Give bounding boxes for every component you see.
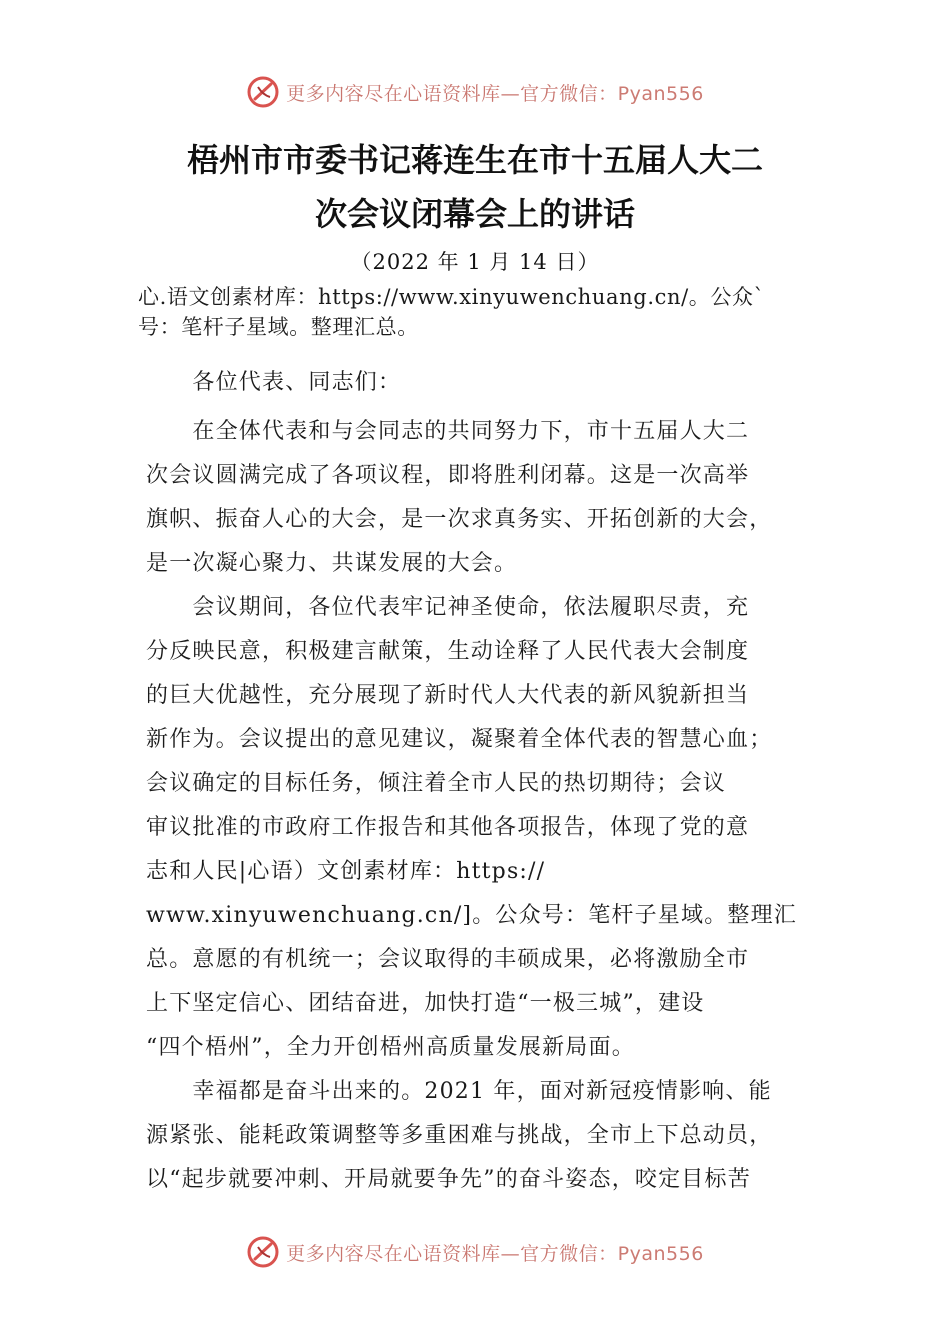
banner-text: 更多内容尽在心语资料库—官方微信：Pyan556	[286, 82, 704, 105]
bottom-banner	[0, 1232, 950, 1272]
page-title-line-2: 次会议闭幕会上的讲话	[314, 195, 635, 233]
body-line: 在全体代表和与会同志的共同努力下，市十五届人大二	[146, 419, 750, 444]
document-date: （2022 年 1 月 14 日）	[350, 250, 600, 274]
body-line: 上下坚定信心、团结奋进，加快打造“一极三城”，建设	[146, 991, 705, 1016]
body-line: 会议期间，各位代表牢记神圣使命，依法履职尽责，充	[146, 595, 750, 620]
source-line-1: 心.语文创素材库：https://www.xinyuwenchuang.cn/。公众`	[138, 285, 765, 309]
body-line: 旗帜、振奋人心的大会，是一次求真务实、开拓创新的大会，	[146, 507, 773, 532]
body-line: 以“起步就要冲刺、开局就要争先”的奋斗姿态，咬定目标苦	[146, 1167, 751, 1192]
body-line: www.xinyuwenchuang.cn/]。公众号：笔杆子星域。整理汇	[146, 903, 798, 928]
body-line: 总。意愿的有机统一；会议取得的丰硕成果，必将激励全市	[146, 947, 750, 972]
source-line-2: 号：笔杆子星域。整理汇总。	[138, 315, 419, 339]
body-line: 次会议圆满完成了各项议程，即将胜利闭幕。这是一次高举	[146, 463, 750, 488]
logo-icon	[246, 75, 280, 109]
body-line: 源紧张、能耗政策调整等多重困难与挑战，全市上下总动员，	[146, 1123, 773, 1148]
banner-text: 更多内容尽在心语资料库—官方微信：Pyan556	[286, 1242, 704, 1265]
body-line: 是一次凝心聚力、共谋发展的大会。	[146, 551, 518, 576]
body-line: 各位代表、同志们：	[146, 370, 402, 395]
page-title-line-1: 梧州市市委书记蒋连生在市十五届人大二	[186, 141, 763, 179]
body-line: 新作为。会议提出的意见建议，凝聚着全体代表的智慧心血；	[146, 727, 773, 752]
body-line: 分反映民意，积极建言献策，生动诠释了人民代表大会制度	[146, 639, 750, 664]
body-line: 的巨大优越性，充分展现了新时代人大代表的新风貌新担当	[146, 683, 750, 708]
body-line: “四个梧州”，全力开创梧州高质量发展新局面。	[146, 1035, 635, 1060]
body-line: 志和人民|心语）文创素材库：https://	[146, 859, 546, 884]
body-line: 审议批准的市政府工作报告和其他各项报告，体现了党的意	[146, 815, 750, 840]
logo-icon	[246, 1235, 280, 1269]
body-line: 幸福都是奋斗出来的。2021 年，面对新冠疫情影响、能	[146, 1079, 772, 1104]
body-line: 会议确定的目标任务，倾注着全市人民的热切期待；会议	[146, 771, 727, 796]
top-banner	[0, 72, 950, 112]
